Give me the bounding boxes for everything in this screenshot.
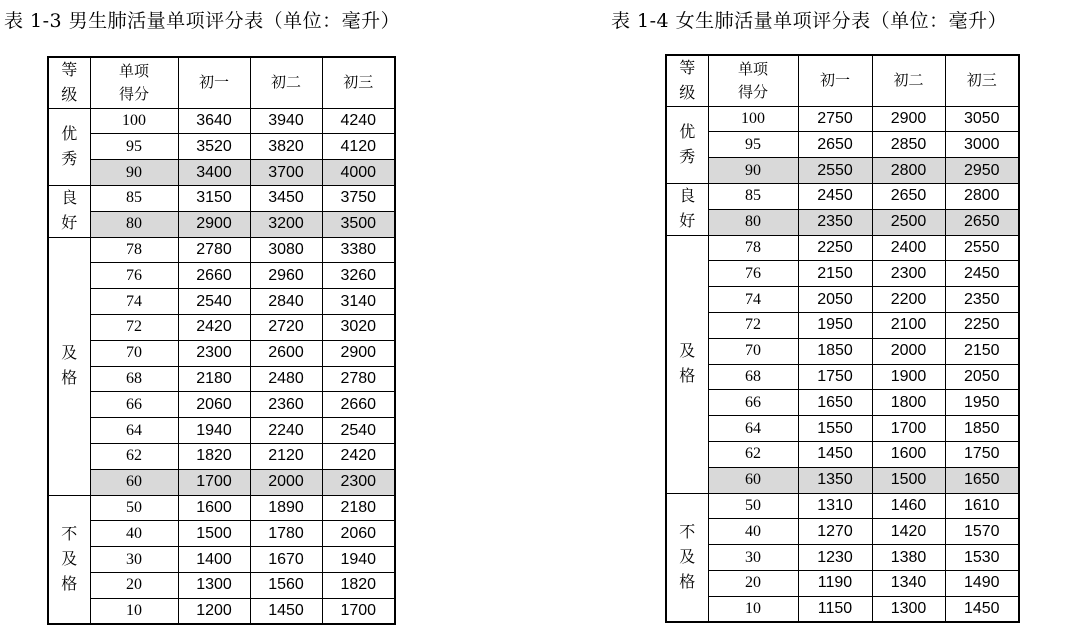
value-cell-grade-3: 3380 <box>322 237 395 263</box>
stacked-char: 良 <box>61 188 78 208</box>
value-cell-grade-3: 1750 <box>945 441 1019 467</box>
header-grade-2: 初二 <box>872 55 945 106</box>
value-cell-grade-3: 4120 <box>322 134 395 160</box>
score-cell: 68 <box>708 364 798 390</box>
value-cell-grade-2: 3940 <box>250 108 322 134</box>
value-cell-grade-2: 2600 <box>250 340 322 366</box>
value-cell-grade-2: 1380 <box>872 545 945 571</box>
score-cell: 70 <box>90 340 178 366</box>
table-row <box>48 134 395 160</box>
table-row <box>666 519 1019 545</box>
table-row <box>48 340 395 366</box>
table-row <box>48 521 395 547</box>
value-cell-grade-2: 2960 <box>250 263 322 289</box>
score-cell: 50 <box>708 493 798 519</box>
table-row <box>666 338 1019 364</box>
value-cell-grade-1: 2350 <box>798 209 872 235</box>
value-cell-grade-1: 2300 <box>178 340 250 366</box>
table-row <box>666 390 1019 416</box>
header-row <box>666 55 1019 106</box>
score-cell: 68 <box>90 366 178 392</box>
score-cell: 80 <box>90 211 178 237</box>
value-cell-grade-1: 1500 <box>178 521 250 547</box>
stacked-char: 良 <box>679 186 696 206</box>
value-cell-grade-2: 3200 <box>250 211 322 237</box>
level-cell <box>666 183 708 235</box>
table-row <box>48 598 395 624</box>
stacked-char: 等 <box>61 60 78 79</box>
value-cell-grade-3: 2450 <box>945 261 1019 287</box>
score-cell: 78 <box>90 237 178 263</box>
table-row <box>48 314 395 340</box>
table-row <box>666 287 1019 313</box>
value-cell-grade-2: 3450 <box>250 185 322 211</box>
score-cell: 95 <box>708 132 798 158</box>
score-cell: 30 <box>90 547 178 573</box>
table-row <box>666 312 1019 338</box>
value-cell-grade-1: 1820 <box>178 443 250 469</box>
score-cell: 95 <box>90 134 178 160</box>
score-cell: 30 <box>708 545 798 571</box>
score-cell: 62 <box>90 443 178 469</box>
value-cell-grade-3: 2050 <box>945 364 1019 390</box>
value-cell-grade-3: 1570 <box>945 519 1019 545</box>
value-cell-grade-2: 2360 <box>250 392 322 418</box>
table-row <box>48 495 395 521</box>
table-row <box>48 547 395 573</box>
stacked-char: 格 <box>61 368 78 388</box>
value-cell-grade-2: 1560 <box>250 572 322 598</box>
header-score <box>90 57 178 108</box>
header-score <box>708 55 798 106</box>
value-cell-grade-1: 2660 <box>178 263 250 289</box>
value-cell-grade-2: 2800 <box>872 158 945 184</box>
value-cell-grade-1: 1230 <box>798 545 872 571</box>
value-cell-grade-1: 1950 <box>798 312 872 338</box>
value-cell-grade-3: 2300 <box>322 469 395 495</box>
stacked-char: 好 <box>61 213 78 233</box>
table-row <box>666 545 1019 571</box>
value-cell-grade-3: 3500 <box>322 211 395 237</box>
stacked-char: 级 <box>61 84 78 104</box>
score-cell: 78 <box>708 235 798 261</box>
table-row <box>48 160 395 186</box>
table-row <box>48 211 395 237</box>
value-cell-grade-1: 2050 <box>798 287 872 313</box>
table-row <box>48 108 395 134</box>
stacked-char: 及 <box>679 546 696 566</box>
value-cell-grade-1: 2450 <box>798 183 872 209</box>
value-cell-grade-1: 1190 <box>798 570 872 596</box>
value-cell-grade-2: 2000 <box>250 469 322 495</box>
value-cell-grade-3: 2420 <box>322 443 395 469</box>
stacked-char: 及 <box>679 341 696 361</box>
value-cell-grade-1: 1300 <box>178 572 250 598</box>
stacked-char: 得分 <box>737 82 768 101</box>
value-cell-grade-3: 4000 <box>322 160 395 186</box>
table-row <box>666 261 1019 287</box>
score-cell: 66 <box>708 390 798 416</box>
value-cell-grade-3: 3050 <box>945 106 1019 132</box>
value-cell-grade-1: 2420 <box>178 314 250 340</box>
table-row <box>48 263 395 289</box>
value-cell-grade-2: 2000 <box>872 338 945 364</box>
value-cell-grade-2: 1890 <box>250 495 322 521</box>
value-cell-grade-1: 3640 <box>178 108 250 134</box>
value-cell-grade-1: 3150 <box>178 185 250 211</box>
value-cell-grade-1: 1310 <box>798 493 872 519</box>
value-cell-grade-3: 3260 <box>322 263 395 289</box>
stacked-char: 等 <box>679 58 696 77</box>
value-cell-grade-1: 2060 <box>178 392 250 418</box>
stacked-char: 不 <box>679 522 696 542</box>
value-cell-grade-1: 1270 <box>798 519 872 545</box>
value-cell-grade-3: 2780 <box>322 366 395 392</box>
value-cell-grade-3: 1650 <box>945 467 1019 493</box>
table-row <box>666 235 1019 261</box>
score-cell: 62 <box>708 441 798 467</box>
value-cell-grade-2: 1340 <box>872 570 945 596</box>
stacked-char: 单项 <box>118 61 149 80</box>
score-cell: 60 <box>708 467 798 493</box>
table-1-3-title: 表 1-3 男生肺活量单项评分表（单位：毫升） <box>4 10 401 32</box>
value-cell-grade-3: 2800 <box>945 183 1019 209</box>
table-row <box>666 132 1019 158</box>
score-cell: 20 <box>90 572 178 598</box>
level-cell <box>48 495 90 624</box>
value-cell-grade-3: 1450 <box>945 596 1019 622</box>
table-row <box>666 467 1019 493</box>
value-cell-grade-3: 3000 <box>945 132 1019 158</box>
score-cell: 66 <box>90 392 178 418</box>
value-cell-grade-3: 1820 <box>322 572 395 598</box>
table-row <box>48 237 395 263</box>
value-cell-grade-3: 2060 <box>322 521 395 547</box>
value-cell-grade-1: 1200 <box>178 598 250 624</box>
value-cell-grade-3: 1530 <box>945 545 1019 571</box>
value-cell-grade-1: 1700 <box>178 469 250 495</box>
value-cell-grade-2: 2650 <box>872 183 945 209</box>
value-cell-grade-2: 1600 <box>872 441 945 467</box>
value-cell-grade-3: 2650 <box>945 209 1019 235</box>
table-row <box>48 469 395 495</box>
value-cell-grade-2: 1800 <box>872 390 945 416</box>
table-row <box>666 209 1019 235</box>
score-cell: 70 <box>708 338 798 364</box>
value-cell-grade-1: 2780 <box>178 237 250 263</box>
value-cell-grade-3: 2150 <box>945 338 1019 364</box>
value-cell-grade-2: 3080 <box>250 237 322 263</box>
value-cell-grade-2: 1300 <box>872 596 945 622</box>
value-cell-grade-3: 2550 <box>945 235 1019 261</box>
value-cell-grade-3: 2180 <box>322 495 395 521</box>
table-row <box>48 392 395 418</box>
value-cell-grade-2: 1450 <box>250 598 322 624</box>
table-row <box>666 183 1019 209</box>
score-cell: 20 <box>708 570 798 596</box>
value-cell-grade-2: 2300 <box>872 261 945 287</box>
stacked-char: 得分 <box>118 84 149 103</box>
score-cell: 10 <box>90 598 178 624</box>
score-cell: 72 <box>708 312 798 338</box>
value-cell-grade-2: 2480 <box>250 366 322 392</box>
value-cell-grade-1: 1850 <box>798 338 872 364</box>
score-cell: 80 <box>708 209 798 235</box>
value-cell-grade-3: 1610 <box>945 493 1019 519</box>
stacked-char: 级 <box>679 82 696 102</box>
score-cell: 10 <box>708 596 798 622</box>
value-cell-grade-1: 1450 <box>798 441 872 467</box>
stacked-char: 秀 <box>61 148 78 168</box>
value-cell-grade-1: 1550 <box>798 416 872 442</box>
header-grade-2: 初二 <box>250 57 322 108</box>
value-cell-grade-3: 3750 <box>322 185 395 211</box>
value-cell-grade-3: 1700 <box>322 598 395 624</box>
table-row <box>48 289 395 315</box>
value-cell-grade-2: 1500 <box>872 467 945 493</box>
value-cell-grade-2: 2840 <box>250 289 322 315</box>
value-cell-grade-1: 2650 <box>798 132 872 158</box>
value-cell-grade-1: 3400 <box>178 160 250 186</box>
table-row <box>48 185 395 211</box>
value-cell-grade-3: 2950 <box>945 158 1019 184</box>
value-cell-grade-2: 2200 <box>872 287 945 313</box>
value-cell-grade-2: 2900 <box>872 106 945 132</box>
value-cell-grade-2: 2100 <box>872 312 945 338</box>
score-cell: 100 <box>90 108 178 134</box>
table-row <box>666 441 1019 467</box>
table-row <box>666 106 1019 132</box>
stacked-char: 好 <box>679 211 696 231</box>
female-vital-capacity-table <box>665 54 1020 623</box>
score-cell: 40 <box>708 519 798 545</box>
value-cell-grade-2: 1670 <box>250 547 322 573</box>
value-cell-grade-2: 2500 <box>872 209 945 235</box>
value-cell-grade-3: 1950 <box>945 390 1019 416</box>
score-cell: 76 <box>90 263 178 289</box>
stacked-char: 优 <box>679 121 696 141</box>
score-cell: 90 <box>708 158 798 184</box>
header-level <box>48 57 90 108</box>
header-level <box>666 55 708 106</box>
table-row <box>666 364 1019 390</box>
value-cell-grade-2: 1780 <box>250 521 322 547</box>
table-row <box>666 596 1019 622</box>
table-row <box>48 572 395 598</box>
level-cell <box>48 237 90 495</box>
value-cell-grade-3: 3140 <box>322 289 395 315</box>
value-cell-grade-3: 2540 <box>322 418 395 444</box>
level-cell <box>666 235 708 493</box>
header-grade-3: 初三 <box>945 55 1019 106</box>
header-grade-1: 初一 <box>798 55 872 106</box>
value-cell-grade-1: 2750 <box>798 106 872 132</box>
stacked-char: 秀 <box>679 146 696 166</box>
value-cell-grade-1: 1350 <box>798 467 872 493</box>
value-cell-grade-3: 2900 <box>322 340 395 366</box>
value-cell-grade-1: 2250 <box>798 235 872 261</box>
value-cell-grade-2: 2850 <box>872 132 945 158</box>
value-cell-grade-1: 1940 <box>178 418 250 444</box>
table-row <box>48 418 395 444</box>
value-cell-grade-3: 4240 <box>322 108 395 134</box>
table-row <box>48 443 395 469</box>
stacked-char: 格 <box>679 366 696 386</box>
score-cell: 76 <box>708 261 798 287</box>
value-cell-grade-2: 1420 <box>872 519 945 545</box>
value-cell-grade-1: 3520 <box>178 134 250 160</box>
value-cell-grade-1: 1150 <box>798 596 872 622</box>
value-cell-grade-1: 2180 <box>178 366 250 392</box>
table-row <box>666 570 1019 596</box>
value-cell-grade-3: 2350 <box>945 287 1019 313</box>
header-grade-3: 初三 <box>322 57 395 108</box>
table-row <box>666 416 1019 442</box>
score-cell: 85 <box>708 183 798 209</box>
stacked-char: 优 <box>61 123 78 143</box>
value-cell-grade-1: 1400 <box>178 547 250 573</box>
score-cell: 74 <box>708 287 798 313</box>
value-cell-grade-3: 2250 <box>945 312 1019 338</box>
stacked-char: 单项 <box>737 59 768 78</box>
value-cell-grade-1: 2900 <box>178 211 250 237</box>
score-cell: 100 <box>708 106 798 132</box>
value-cell-grade-2: 2400 <box>872 235 945 261</box>
value-cell-grade-1: 2540 <box>178 289 250 315</box>
value-cell-grade-2: 3700 <box>250 160 322 186</box>
male-vital-capacity-table <box>47 56 396 625</box>
stacked-char: 不 <box>61 524 78 544</box>
table-row <box>666 493 1019 519</box>
score-cell: 85 <box>90 185 178 211</box>
stacked-char: 格 <box>61 573 78 593</box>
value-cell-grade-3: 2660 <box>322 392 395 418</box>
score-cell: 64 <box>708 416 798 442</box>
value-cell-grade-3: 1940 <box>322 547 395 573</box>
stacked-char: 及 <box>61 548 78 568</box>
value-cell-grade-3: 3020 <box>322 314 395 340</box>
score-cell: 72 <box>90 314 178 340</box>
value-cell-grade-3: 1850 <box>945 416 1019 442</box>
table-row <box>48 366 395 392</box>
value-cell-grade-1: 2550 <box>798 158 872 184</box>
value-cell-grade-3: 1490 <box>945 570 1019 596</box>
value-cell-grade-1: 2150 <box>798 261 872 287</box>
value-cell-grade-2: 2720 <box>250 314 322 340</box>
value-cell-grade-1: 1650 <box>798 390 872 416</box>
value-cell-grade-1: 1750 <box>798 364 872 390</box>
value-cell-grade-1: 1600 <box>178 495 250 521</box>
header-row <box>48 57 395 108</box>
stacked-char: 格 <box>679 571 696 591</box>
score-cell: 90 <box>90 160 178 186</box>
header-grade-1: 初一 <box>178 57 250 108</box>
level-cell <box>48 108 90 185</box>
level-cell <box>666 493 708 622</box>
score-cell: 74 <box>90 289 178 315</box>
score-cell: 50 <box>90 495 178 521</box>
value-cell-grade-2: 1900 <box>872 364 945 390</box>
level-cell <box>48 185 90 237</box>
value-cell-grade-2: 2240 <box>250 418 322 444</box>
value-cell-grade-2: 1460 <box>872 493 945 519</box>
score-cell: 60 <box>90 469 178 495</box>
score-cell: 40 <box>90 521 178 547</box>
value-cell-grade-2: 3820 <box>250 134 322 160</box>
value-cell-grade-2: 1700 <box>872 416 945 442</box>
value-cell-grade-2: 2120 <box>250 443 322 469</box>
stacked-char: 及 <box>61 343 78 363</box>
score-cell: 64 <box>90 418 178 444</box>
level-cell <box>666 106 708 183</box>
table-1-4-title: 表 1-4 女生肺活量单项评分表（单位：毫升） <box>611 10 1008 32</box>
table-row <box>666 158 1019 184</box>
